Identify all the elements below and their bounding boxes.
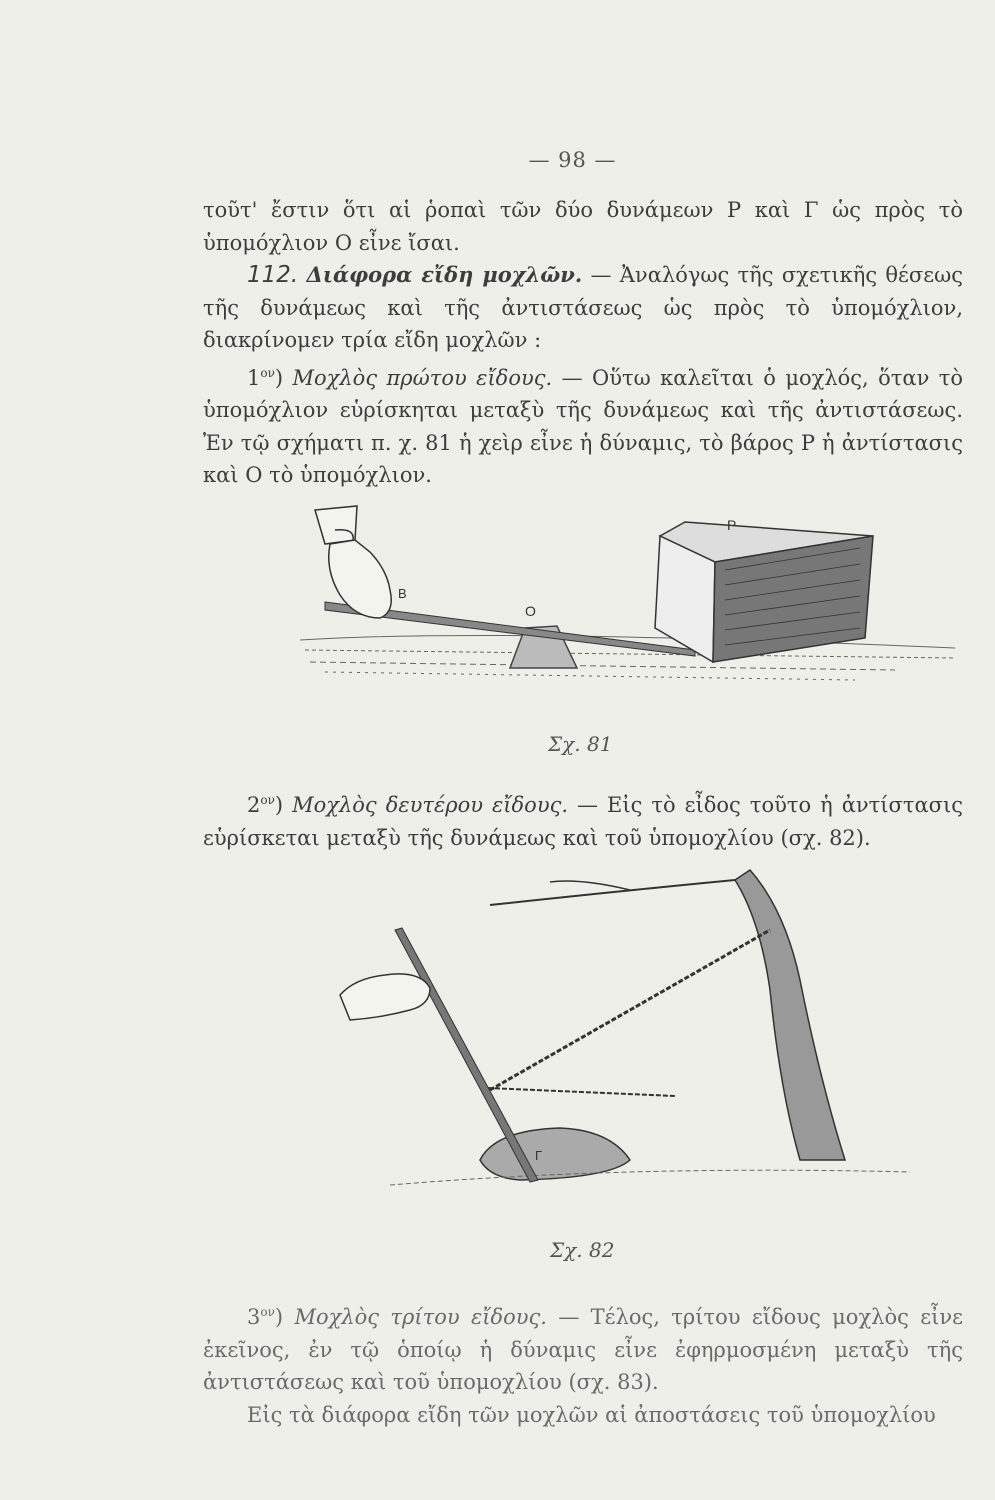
lever-pole	[395, 928, 538, 1182]
section-text: — Ἀναλόγως τῆς σχετικῆς θέσεως τῆς δυνάμεως καὶ τῆς ἀντιστάσεως ὡς πρὸς τὸ ὑπομόχλιον, διακρίνομεν τρία εἴδη μοχλῶν :	[203, 263, 964, 352]
weight-block	[655, 522, 873, 662]
kind2-text: — Εἰς τὸ εἶδος τοῦτο ἡ ἀντίστασις εὑρίσκεται μεταξὺ τῆς δυνάμεως καὶ τοῦ ὑπομοχλίου (σχ. 82).	[203, 793, 963, 850]
label-p: P	[727, 517, 737, 533]
figure-82-illustration	[330, 860, 950, 1230]
page-number: — 98 —	[528, 148, 617, 172]
hand-on-pole	[340, 974, 430, 1020]
figure-82-caption: Σχ. 82	[550, 1238, 615, 1262]
kind1-ordinal-sup: ον	[260, 365, 275, 380]
label-gamma: Γ	[535, 1148, 543, 1163]
kind1-paragraph: $1^{o\nu}$) Μοχλὸς πρώτου εἴδους. — Οὕτω καλεῖται ὁ μοχλός, ὅταν τὸ ὑπομόχλιον εὑρίσκηται μεταξὺ τῆς δυνάμεως καὶ τῆς ἀντιστάσεως. Ἐν τῷ σχήματι π. χ. 81 ἡ χεὶρ εἶνε ἡ δύναμις, τὸ βάρος P ἡ ἀντίστασις καὶ Ο τὸ ὑπομόχλιον.	[203, 365, 963, 487]
kind1-text: — Οὕτω καλεῖται ὁ μοχλός, ὅταν τὸ ὑπομόχλιον εὑρίσκηται μεταξὺ τῆς δυνάμεως καὶ τῆς ἀντιστάσεως. Ἐν τῷ σχήματι π. χ. 81 ἡ χεὶρ εἶνε ἡ δύναμις, τὸ βάρος P ἡ ἀντίστασις καὶ Ο τὸ ὑπομόχλιον.	[203, 365, 963, 487]
paragraph-continuation: τοῦτ' ἔστιν ὅτι αἱ ῥοπαὶ τῶν δύο δυνάμεων P καὶ Γ ὡς πρὸς τὸ ὑπομόχλιον Ο εἶνε ἴσαι.	[203, 198, 963, 255]
tree	[490, 870, 845, 1160]
kind1-ordinal: 1	[247, 365, 261, 390]
kind2-title: Μοχλὸς δευτέρου εἴδους.	[292, 793, 569, 817]
section-number: 112.	[247, 262, 299, 288]
figure-81-caption: Σχ. 81	[548, 732, 613, 756]
kind3-text: — Τέλος, τρίτου εἴδους μοχλὸς εἶνε ἐκεῖνος, ἐν τῷ ὁποίῳ ἡ δύναμις εἶνε ἐφηρμοσμένη μεταξὺ τῆς ἀντιστάσεως καὶ τοῦ ὑπομοχλίου (σχ. 83).	[203, 1305, 963, 1394]
kind3-ordinal-sup: ον	[260, 1305, 275, 1319]
figure-81-illustration	[295, 500, 965, 700]
hand-on-lever	[315, 506, 391, 618]
kind2-ordinal: 2	[247, 793, 261, 817]
section-112	[203, 259, 963, 357]
kind3-paragraph: $3^{o\nu}$) Μοχλὸς τρίτου εἴδους. — Τέλος, τρίτου εἴδους μοχλὸς εἶνε ἐκεῖνος, ἐν τῷ ὁποίῳ ἡ δύναμις εἶνε ἐφηρμοσμένη μεταξὺ τῆς ἀντιστάσεως καὶ τοῦ ὑπομοχλίου (σχ. 83).	[203, 1305, 963, 1394]
label-b: B	[398, 586, 407, 601]
ground-line	[390, 1170, 910, 1185]
label-o: O	[525, 603, 536, 619]
top-text-block	[203, 194, 963, 492]
kind3-ordinal: 3	[247, 1305, 261, 1329]
kind1-title: Μοχλὸς πρώτου εἴδους.	[292, 365, 553, 390]
kind2-paragraph: $2^{o\nu}$) Μοχλὸς δευτέρου εἴδους. — Εἰς τὸ εἶδος τοῦτο ἡ ἀντίστασις εὑρίσκεται μεταξὺ τῆς δυνάμεως καὶ τοῦ ὑπομοχλίου (σχ. 82).	[203, 793, 963, 850]
section-title: Διάφορα εἴδη μοχλῶν.	[306, 262, 583, 287]
last-line: Εἰς τὰ διάφορα εἴδη τῶν μοχλῶν αἱ ἀποστάσεις τοῦ ὑπομοχλίου	[247, 1402, 936, 1427]
kind2-ordinal-sup: ον	[260, 793, 275, 807]
kind3-title: Μοχλὸς τρίτου εἴδους.	[294, 1305, 547, 1329]
rope	[490, 930, 770, 1090]
middle-text-block	[203, 784, 963, 854]
bottom-text-block	[203, 1296, 963, 1431]
